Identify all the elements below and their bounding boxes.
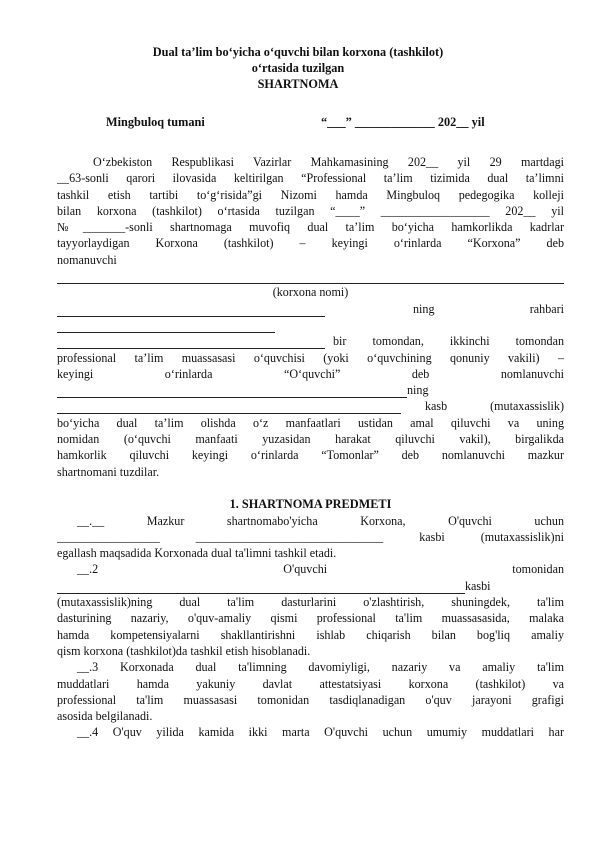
place-name: Mingbuloq tumani xyxy=(106,115,205,129)
section1-line: professional ta'lim muassasasi tomonidan tasdiqlanadigan o'quv jarayoni grafigi xyxy=(57,692,564,707)
blank-line xyxy=(57,301,325,317)
blank-line xyxy=(57,382,407,398)
section1-line: _________________ _______________________________ kasbi (mutaxassislik)ni xyxy=(57,529,564,544)
rahbar-text: ning rahbari xyxy=(413,301,564,316)
section1-line: __.3 Korxonada dual ta'limning davomiyligi, nazariy va amaliy ta'lim xyxy=(77,660,564,675)
ning-row xyxy=(57,382,564,398)
document-body xyxy=(57,154,564,741)
party-row xyxy=(57,333,564,349)
intro-line: __63-sonli qarori ilovasida keltirilgan “Professional ta’lim tizimida dual ta’limni xyxy=(57,171,564,186)
closing-line: bo‘yicha dual ta’lim olishda o‘z manfaatlari ustidan amal qiluvchi va uning xyxy=(57,415,564,430)
blank-line xyxy=(57,398,401,414)
ning-text: ning xyxy=(407,383,429,398)
org-name-caption: (korxona nomi) xyxy=(272,285,349,300)
intro-line: nomanuvchi xyxy=(57,252,117,267)
blank-line xyxy=(57,333,325,349)
party-line: professional ta’lim muassasasi o‘quvchisi (yoki o‘quvchining qonuniy vakili) – xyxy=(57,350,564,365)
intro-line: O‘zbekiston Respublikasi Vazirlar Mahkamasining 202__ yil 29 martdagi xyxy=(93,155,564,169)
kasbi-row xyxy=(57,578,564,594)
closing-line: hamkorlik qiluvchi keyingi o‘rinlarda “Tomonlar” deb nomlanuvchi mazkur xyxy=(57,448,564,463)
section1-line: __.__ Mazkur shartnomabo'yicha Korxona, O'quvchi uchun xyxy=(77,513,564,528)
blank-line xyxy=(57,317,275,333)
kasb-text: kasb (mutaxassislik) xyxy=(425,399,564,414)
section1-line: muddatlari hamda yakuniy davlat attestatsiyasi korxona (tashkilot) va xyxy=(57,676,564,691)
rahbar-row xyxy=(57,301,564,317)
section1-line: qism korxona (tashkilot)da tashkil etish hisoblanadi. xyxy=(57,643,311,658)
blank-line-org xyxy=(57,268,564,284)
section1-line: __.2 O'quvchi tomonidan xyxy=(77,562,564,577)
intro-line: №_______-sonli shartnomaga muvofiq dual ta’lim bo‘yicha hamkorlikda kadrlar xyxy=(57,220,564,235)
section1-line: (mutaxassislik)ning dual ta'lim dasturlarini o'zlashtirish, shuningdek, ta'lim xyxy=(57,595,564,610)
intro-line: tashkil etish tartibi to‘g‘risida”gi Nizomi hamda Mingbuloq pedegogika kolleji xyxy=(57,187,564,202)
section1-line: egallash maqsadida Korxonada dual ta'limni tashkil etadi. xyxy=(57,546,337,561)
closing-line: shartnomani tuzdilar. xyxy=(57,464,160,479)
kasb-row xyxy=(57,398,564,414)
section1-line: asosida belgilanadi. xyxy=(57,709,153,724)
section1-line: __.4 O'quv yilida kamida ikki marta O'quvchi uchun umumiy muddatlari har xyxy=(77,725,564,740)
section1-line: dasturining nazariy, o'quv-amaliy qismi professional ta'lim muassasasida, malaka xyxy=(57,611,564,626)
blank-line xyxy=(57,578,465,594)
section1-line: hamda kompetensiyalarni shakllantirishni ishlab chiqarish bilan bog'liq amaliy xyxy=(57,627,564,642)
date-field: “___” _____________ 202__ yil xyxy=(321,115,485,129)
title-line-1: Dual ta’lim bo‘yicha o‘quvchi bilan korxona (tashkilot) xyxy=(152,45,444,59)
intro-line: bilan korxona (tashkilot) o‘rtasida tuzilgan “____” __________________ 202__ yil xyxy=(57,203,564,218)
title-line-3: SHARTNOMA xyxy=(257,77,339,91)
section-title: 1. SHARTNOMA PREDMETI xyxy=(229,497,392,512)
party-line: keyingi o‘rinlarda “O‘quvchi” deb nomlanuvchi xyxy=(57,366,564,381)
title-line-2: o‘rtasida tuzilgan xyxy=(251,61,345,75)
kasbi-text: kasbi xyxy=(465,578,491,593)
party-text: bir tomondan, ikkinchi tomondan xyxy=(333,334,564,349)
intro-line: tayyorlaydigan Korxona (tashkilot) – keyingi o‘rinlarda “Korxona” deb xyxy=(57,236,564,251)
closing-line: nomidan (o‘quvchi manfaati yuzasidan harakat qiluvchi vakil), birgalikda xyxy=(57,432,564,447)
spacer xyxy=(57,480,564,496)
